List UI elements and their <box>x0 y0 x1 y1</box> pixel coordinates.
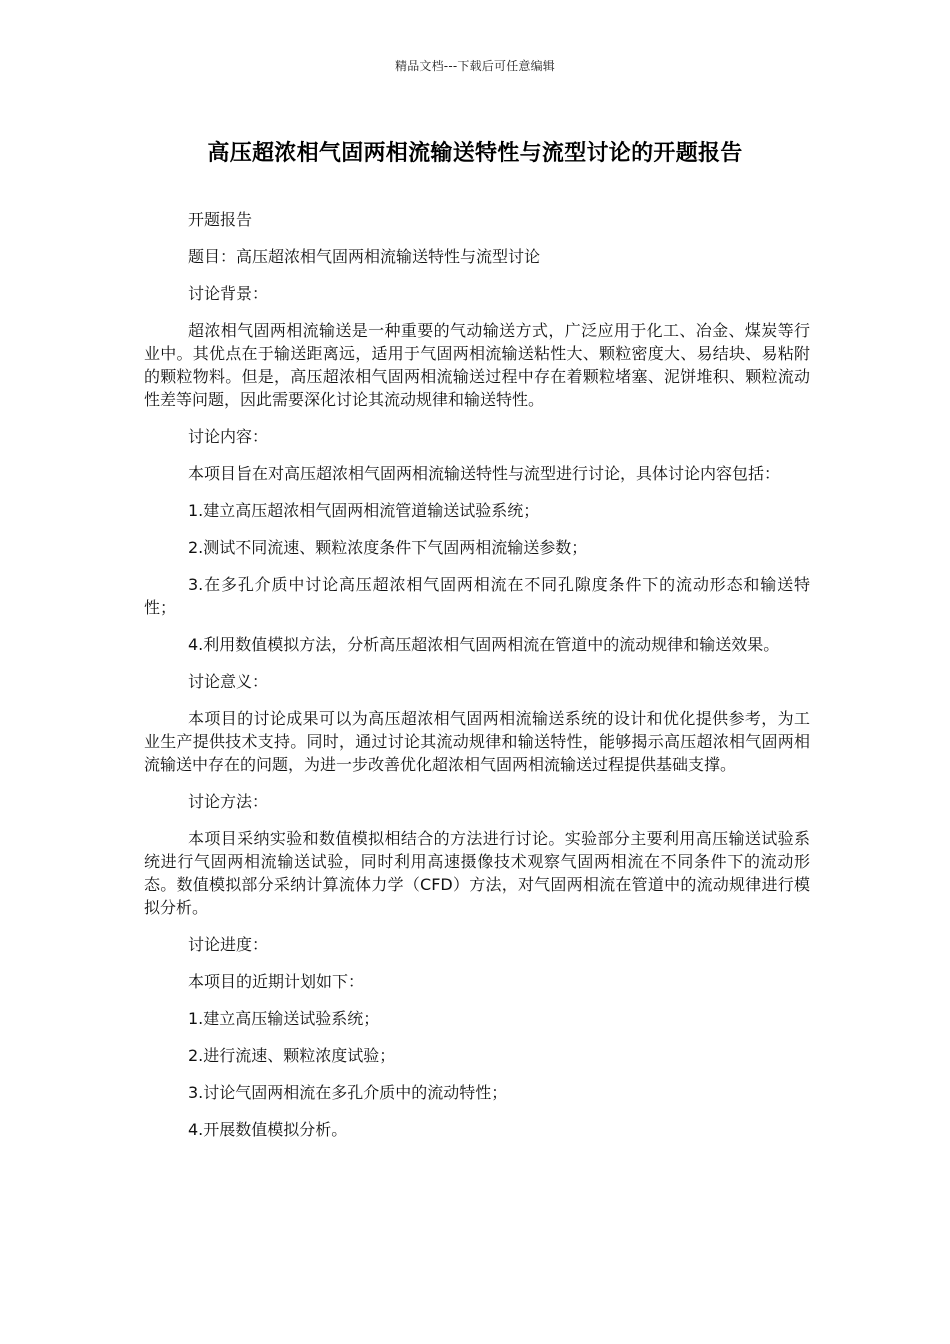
heading-progress: 讨论进度： <box>188 935 269 954</box>
heading-background: 讨论背景： <box>188 284 269 303</box>
paragraph-background: 超浓相气固两相流输送是一种重要的气动输送方式，广泛应用于化工、冶金、煤炭等行业中。其优点在于输送距离远，适用于气固两相流输送粘性大、颗粒密度大、易结块、易粘附的颗粒物料。但是，高压超浓相气固两相流输送过程中存在着颗粒堵塞、泥饼堆积、颗粒流动性差等问题，因此需要深化讨论其流动规律和输送特性。 <box>144 321 810 409</box>
content-item-2: 2.测试不同流速、颗粒浓度条件下气固两相流输送参数； <box>188 538 588 557</box>
header-note: 精品文档---下载后可任意编辑 <box>395 59 555 73</box>
section-label-report: 开题报告 <box>188 210 253 229</box>
paragraph-content-intro: 本项目旨在对高压超浓相气固两相流输送特性与流型进行讨论，具体讨论内容包括： <box>188 464 781 483</box>
paragraph-method: 本项目采纳实验和数值模拟相结合的方法进行讨论。实验部分主要利用高压输送试验系统进行气固两相流输送试验，同时利用高速摄像技术观察气固两相流在不同条件下的流动形态。数值模拟部分采纳计算流体力学（CFD）方法，对气固两相流在管道中的流动规律进行模拟分析。 <box>144 829 810 917</box>
content-item-4: 4.利用数值模拟方法，分析高压超浓相气固两相流在管道中的流动规律和输送效果。 <box>188 635 780 654</box>
content-item-1: 1.建立高压超浓相气固两相流管道输送试验系统； <box>188 501 540 520</box>
heading-method: 讨论方法： <box>188 792 269 811</box>
content-item-3: 3.在多孔介质中讨论高压超浓相气固两相流在不同孔隙度条件下的流动形态和输送特性； <box>144 575 810 617</box>
paragraph-significance: 本项目的讨论成果可以为高压超浓相气固两相流输送系统的设计和优化提供参考，为工业生产提供技术支持。同时，通过讨论其流动规律和输送特性，能够揭示高压超浓相气固两相流输送中存在的问题，为进一步改善优化超浓相气固两相流输送过程提供基础支撑。 <box>144 709 810 774</box>
progress-item-1: 1.建立高压输送试验系统； <box>188 1009 380 1028</box>
heading-content: 讨论内容： <box>188 427 269 446</box>
heading-significance: 讨论意义： <box>188 672 269 691</box>
topic-line: 题目：高压超浓相气固两相流输送特性与流型讨论 <box>188 247 541 266</box>
progress-item-4: 4.开展数值模拟分析。 <box>188 1120 348 1139</box>
paragraph-progress-intro: 本项目的近期计划如下： <box>188 972 365 991</box>
document-body <box>144 208 810 1155</box>
progress-item-2: 2.进行流速、颗粒浓度试验； <box>188 1046 396 1065</box>
document-title: 高压超浓相气固两相流输送特性与流型讨论的开题报告 <box>207 141 743 166</box>
progress-item-3: 3.讨论气固两相流在多孔介质中的流动特性； <box>188 1083 508 1102</box>
